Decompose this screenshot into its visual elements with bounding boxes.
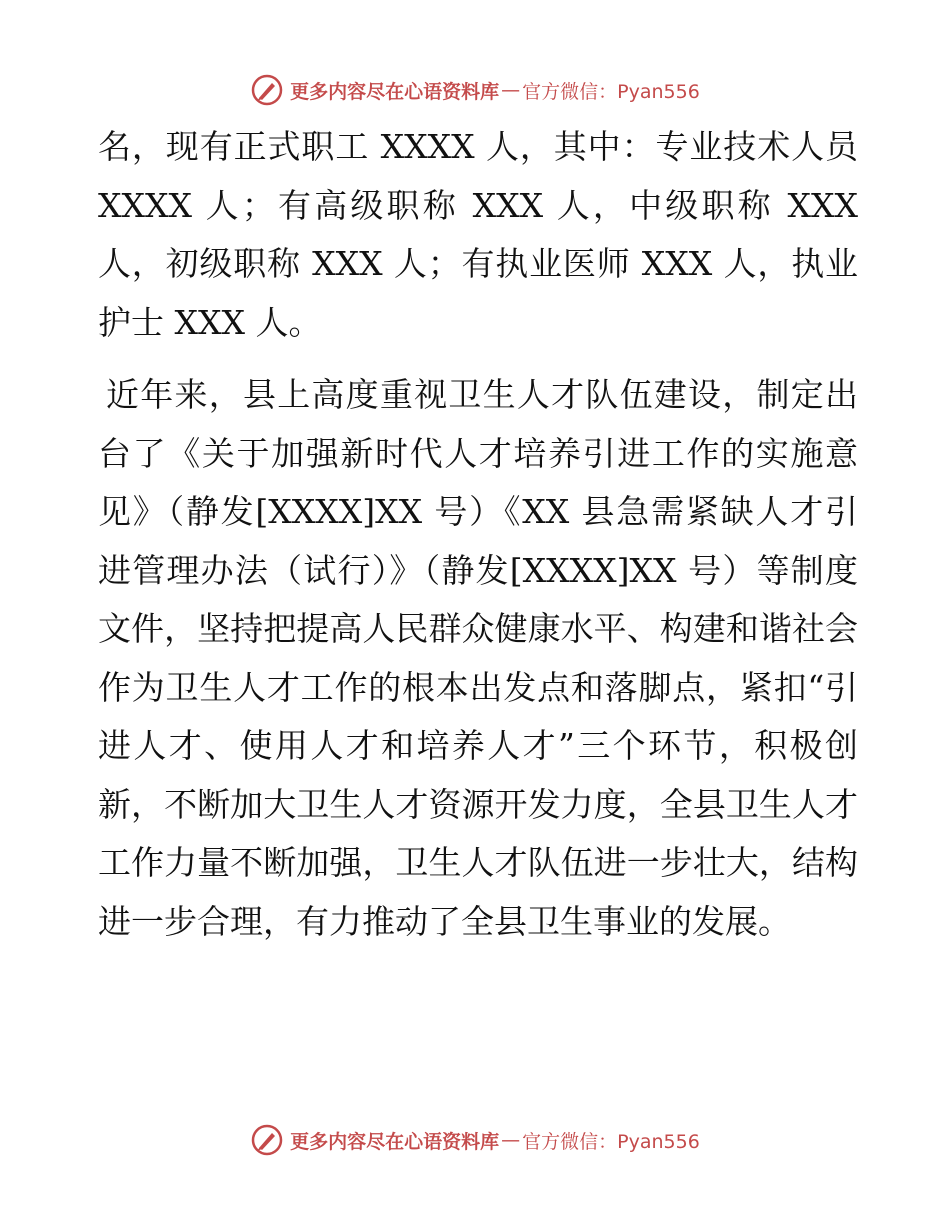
pen-circle-logo-icon xyxy=(250,73,284,107)
document-body xyxy=(98,118,858,951)
watermark-brand: 更多内容尽在心语资料库 xyxy=(290,1130,500,1153)
watermark-separator: — xyxy=(501,79,521,101)
pen-circle-logo-icon xyxy=(250,1123,284,1157)
watermark-banner-top xyxy=(0,70,950,110)
paragraph-talent-policy: 近年来，县上高度重视卫生人才队伍建设，制定出台了《关于加强新时代人才培养引进工作的实施意见》（静发[XXXX]XX 号）《XX 县急需紧缺人才引进管理办法（试行）》（静发[XXXX]XX 号）等制度文件，坚持把提高人民群众健康水平、构建和谐社会作为卫生人才工作的根本出发点和落脚点，紧扣“引进人才、使用人才和培养人才”三个环节，积极创新，不断加大卫生人才资源开发力度，全县卫生人才工作力量不断加强，卫生人才队伍进一步壮大，结构进一步合理，有力推动了全县卫生事业的发展。 xyxy=(98,375,858,941)
watermark-brand: 更多内容尽在心语资料库 xyxy=(290,80,500,103)
watermark-contact: 官方微信：Pyan556 xyxy=(522,80,700,103)
watermark-separator: — xyxy=(501,1129,521,1151)
watermark-contact: 官方微信：Pyan556 xyxy=(522,1130,700,1153)
watermark-banner-bottom xyxy=(0,1120,950,1160)
paragraph-staff-stats: 名，现有正式职工 XXXX 人，其中：专业技术人员 XXXX 人；有高级职称 XXX 人，中级职称 XXX 人，初级职称 XXX 人；有执业医师 XXX 人，执业护士 XXX 人。 xyxy=(98,127,858,342)
